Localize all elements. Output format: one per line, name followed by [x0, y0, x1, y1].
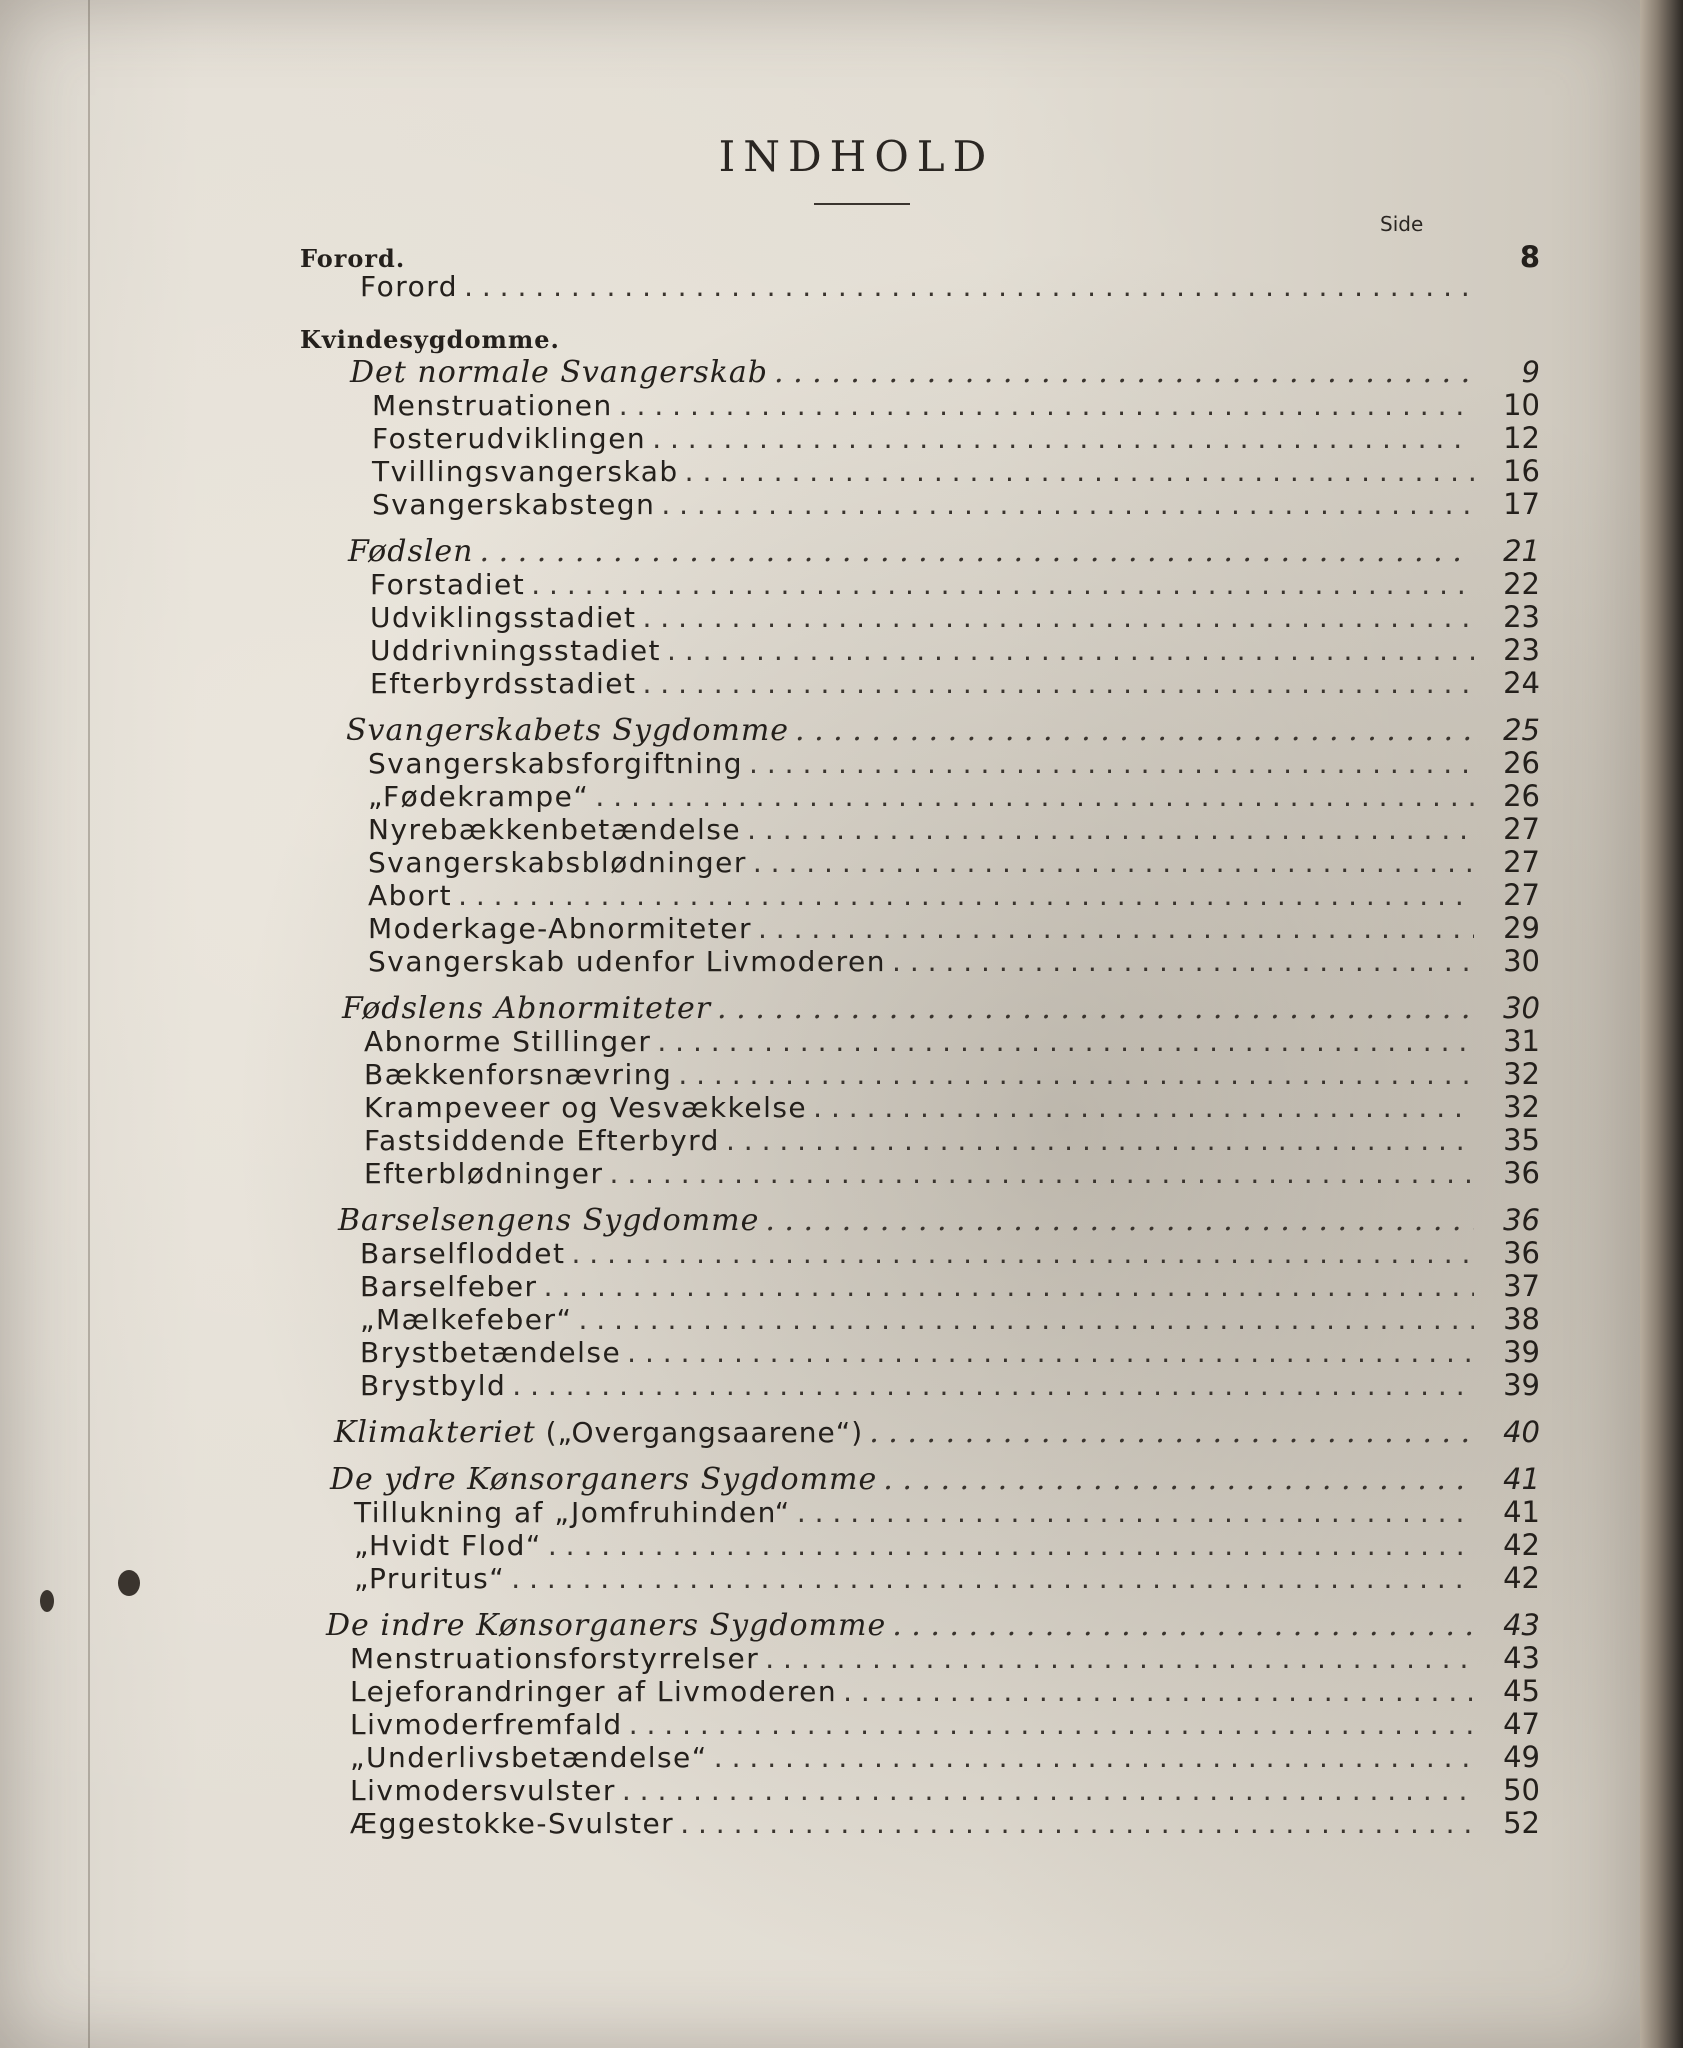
- dot-leader: [747, 813, 1474, 846]
- toc-entry-label: „Mælkefeber“: [360, 1303, 573, 1336]
- title-rule: [814, 203, 910, 205]
- toc-page-number: 41: [1503, 1462, 1540, 1496]
- toc-entry: [300, 1528, 1540, 1561]
- page-gutter: [88, 0, 90, 2048]
- toc-entry-label: Krampeveer og Vesvækkelse: [364, 1091, 808, 1124]
- dot-leader: [657, 1025, 1474, 1058]
- toc-page-number: 43: [1503, 1641, 1540, 1675]
- toc-entry-label: Æggestokke-Svulster: [350, 1807, 675, 1840]
- toc-page-number: 23: [1503, 600, 1540, 634]
- toc-page-number: 35: [1503, 1123, 1540, 1157]
- toc-entry: [300, 1302, 1540, 1335]
- dot-leader: [765, 1203, 1474, 1238]
- toc-chapter-title-main: Klimakteriet: [334, 1415, 536, 1450]
- toc-entry: [300, 270, 1540, 303]
- toc-entry: [300, 600, 1540, 633]
- toc-entry-label: Moderkage-Abnormiteter: [368, 912, 752, 945]
- toc-entry: [300, 1123, 1540, 1156]
- toc-chapter-title: Fødslens Abnormiteter: [342, 991, 712, 1026]
- toc-entry: [300, 812, 1540, 845]
- dot-leader: [753, 846, 1474, 879]
- toc-page-number: 23: [1503, 633, 1540, 667]
- dot-leader: [680, 1807, 1474, 1840]
- dot-leader: [661, 488, 1474, 521]
- dot-leader: [892, 945, 1474, 978]
- toc-chapter: [300, 355, 1540, 388]
- toc-page-number: 41: [1503, 1495, 1540, 1529]
- dot-leader: [627, 1336, 1474, 1369]
- toc-page-number: 36: [1503, 1236, 1540, 1270]
- dot-leader: [480, 534, 1474, 569]
- toc-entry-label: Nyrebækkenbetændelse: [368, 813, 742, 846]
- dot-leader: [714, 1741, 1474, 1774]
- toc-page-number: 50: [1503, 1773, 1540, 1807]
- toc-page-number: 39: [1503, 1335, 1540, 1369]
- dot-leader: [685, 455, 1474, 488]
- toc-page-number: 38: [1503, 1302, 1540, 1336]
- toc-chapter: [300, 713, 1540, 746]
- toc-entry-label: Svangerskabsblødninger: [368, 846, 747, 879]
- toc-chapter-title: Fødslen: [348, 534, 474, 569]
- toc-chapter-title-suffix: („Overgangsaarene“): [535, 1416, 864, 1449]
- toc-page-number: 49: [1503, 1740, 1540, 1774]
- dot-leader: [464, 270, 1474, 303]
- toc-entry-label: „Fødekrampe“: [368, 780, 590, 813]
- toc-entry: [300, 421, 1540, 454]
- toc-entry: [300, 487, 1540, 520]
- toc-page-number: 36: [1503, 1156, 1540, 1190]
- toc-page-number: 25: [1503, 713, 1540, 747]
- toc-entry: [300, 1090, 1540, 1123]
- toc-chapter-title: Barselsengens Sygdomme: [338, 1203, 760, 1238]
- toc-entry-label: Menstruationen: [372, 389, 613, 422]
- toc-page-number: 29: [1503, 911, 1540, 945]
- toc-entry-label: Bækkenforsnævring: [364, 1058, 673, 1091]
- dot-leader: [548, 1529, 1474, 1562]
- toc-entry-label: Udviklingsstadiet: [370, 601, 637, 634]
- toc-chapter: [300, 1608, 1540, 1641]
- toc-entry: [300, 746, 1540, 779]
- dot-leader: [595, 780, 1474, 813]
- toc-chapter: [300, 991, 1540, 1024]
- toc-page-number: 31: [1503, 1024, 1540, 1058]
- dot-leader: [512, 1369, 1474, 1402]
- toc-entry: [300, 911, 1540, 944]
- dot-leader: [749, 747, 1474, 780]
- toc-entry: [300, 633, 1540, 666]
- dot-leader: [795, 713, 1474, 748]
- toc-page-number: 12: [1503, 421, 1540, 455]
- toc-entry-label: Barselfeber: [360, 1270, 538, 1303]
- page-title: INDHOLD: [718, 132, 995, 181]
- toc-entry: [300, 1495, 1540, 1528]
- toc-entry: [300, 845, 1540, 878]
- toc-page-number: 30: [1503, 944, 1540, 978]
- toc-entry-label: „Pruritus“: [354, 1562, 506, 1595]
- dot-leader: [610, 1157, 1474, 1190]
- dot-leader: [619, 389, 1474, 422]
- toc-chapter: [300, 1203, 1540, 1236]
- table-of-contents: [300, 240, 1540, 1839]
- dot-leader: [774, 355, 1474, 390]
- toc-page-number: 27: [1503, 845, 1540, 879]
- toc-chapter: [300, 1415, 1540, 1448]
- toc-page-number: 9: [1521, 355, 1540, 389]
- toc-part-label: Kvindesygdomme.: [300, 325, 560, 354]
- toc-entry-label: Livmoderfremfald: [350, 1708, 623, 1741]
- dot-leader: [531, 568, 1474, 601]
- toc-entry: [300, 1335, 1540, 1368]
- toc-entry-label: Efterblødninger: [364, 1157, 604, 1190]
- toc-entry-label: Fosterudviklingen: [372, 422, 647, 455]
- toc-entry: [300, 1269, 1540, 1302]
- toc-page-number: 42: [1503, 1528, 1540, 1562]
- toc-page-number: 32: [1503, 1090, 1540, 1124]
- toc-entry-label: Uddrivningsstadiet: [370, 634, 662, 667]
- toc-page-number: 39: [1503, 1368, 1540, 1402]
- toc-entry-label: Brystbyld: [360, 1369, 507, 1402]
- toc-entry-label: Menstruationsforstyrrelser: [350, 1642, 760, 1675]
- dot-leader: [642, 667, 1474, 700]
- toc-page-number: 26: [1503, 746, 1540, 780]
- toc-entry-label: Brystbetændelse: [360, 1336, 622, 1369]
- page-edge: [1640, 0, 1683, 2048]
- toc-part-label: Forord.: [300, 244, 406, 273]
- toc-entry-label: Barselfloddet: [360, 1237, 566, 1270]
- toc-entry: [300, 1641, 1540, 1674]
- toc-page-number: 8: [1519, 240, 1540, 274]
- toc-part-kvindesygdomme: [300, 325, 1540, 355]
- dot-leader: [717, 991, 1474, 1026]
- dot-leader: [883, 1462, 1474, 1497]
- dot-leader: [765, 1642, 1474, 1675]
- dot-leader: [892, 1608, 1474, 1643]
- dot-leader: [667, 634, 1474, 667]
- toc-chapter: [300, 534, 1540, 567]
- toc-page-number: 27: [1503, 878, 1540, 912]
- toc-page-number: 30: [1503, 991, 1540, 1025]
- toc-entry: [300, 454, 1540, 487]
- dot-leader: [458, 879, 1474, 912]
- toc-chapter-title: Det normale Svangerskab: [350, 355, 769, 390]
- toc-page-number: 24: [1503, 666, 1540, 700]
- toc-entry-label: Abnorme Stillinger: [364, 1025, 652, 1058]
- toc-entry: [300, 1740, 1540, 1773]
- toc-chapter-title: [300, 1415, 863, 1450]
- dot-leader: [544, 1270, 1474, 1303]
- toc-entry-label: Svangerskabsforgiftning: [368, 747, 744, 780]
- dot-leader: [797, 1496, 1474, 1529]
- toc-entry-label: Abort: [368, 879, 453, 912]
- toc-page-number: 16: [1503, 454, 1540, 488]
- toc-page-number: 45: [1503, 1674, 1540, 1708]
- toc-page-number: 26: [1503, 779, 1540, 813]
- dot-leader: [758, 912, 1474, 945]
- toc-entry: [300, 1674, 1540, 1707]
- toc-page-number: 32: [1503, 1057, 1540, 1091]
- ink-blot: [118, 1570, 140, 1596]
- toc-entry: [300, 1156, 1540, 1189]
- dot-leader: [726, 1124, 1474, 1157]
- toc-chapter-title: Svangerskabets Sygdomme: [346, 713, 790, 748]
- toc-entry-label: Svangerskab udenfor Livmoderen: [368, 945, 887, 978]
- dot-leader: [869, 1415, 1474, 1450]
- toc-entry: [300, 567, 1540, 600]
- toc-entry-label: „Hvidt Flod“: [354, 1529, 542, 1562]
- side-column-label: Side: [1380, 212, 1424, 236]
- toc-page-number: 22: [1503, 567, 1540, 601]
- toc-page-number: 21: [1503, 534, 1540, 568]
- toc-entry-label: Efterbyrdsstadiet: [370, 667, 637, 700]
- dot-leader: [629, 1708, 1474, 1741]
- toc-page-number: 43: [1503, 1608, 1540, 1642]
- toc-chapter-title: De indre Kønsorganers Sygdomme: [326, 1608, 887, 1643]
- toc-chapter-title: De ydre Kønsorganers Sygdomme: [330, 1462, 878, 1497]
- dot-leader: [642, 601, 1474, 634]
- toc-entry-label: Fastsiddende Efterbyrd: [364, 1124, 720, 1157]
- toc-entry: [300, 878, 1540, 911]
- toc-entry: [300, 779, 1540, 812]
- toc-entry: [300, 1773, 1540, 1806]
- toc-entry: [300, 1806, 1540, 1839]
- dot-leader: [578, 1303, 1474, 1336]
- toc-page-number: 40: [1503, 1415, 1540, 1449]
- toc-entry-label: „Underlivsbetændelse“: [350, 1741, 708, 1774]
- toc-chapter: [300, 1462, 1540, 1495]
- toc-page-number: 27: [1503, 812, 1540, 846]
- toc-entry: [300, 666, 1540, 699]
- toc-entry: [300, 388, 1540, 421]
- toc-entry: [300, 944, 1540, 977]
- toc-entry: [300, 1236, 1540, 1269]
- toc-page-number: 17: [1503, 487, 1540, 521]
- toc-entry-label: Tillukning af „Jomfruhinden“: [354, 1496, 791, 1529]
- toc-entry-label: Tvillingsvangerskab: [372, 455, 679, 488]
- dot-leader: [572, 1237, 1475, 1270]
- toc-entry-label: Svangerskabstegn: [372, 488, 656, 521]
- toc-entry: [300, 1561, 1540, 1594]
- toc-part-forord: [300, 240, 1540, 274]
- dot-leader: [678, 1058, 1474, 1091]
- ink-blot: [40, 1590, 54, 1612]
- toc-page-number: 37: [1503, 1269, 1540, 1303]
- dot-leader: [622, 1774, 1474, 1807]
- toc-entry: [300, 1024, 1540, 1057]
- dot-leader: [652, 422, 1474, 455]
- toc-page-number: 47: [1503, 1707, 1540, 1741]
- toc-entry: [300, 1057, 1540, 1090]
- toc-entry-label: Forstadiet: [370, 568, 526, 601]
- toc-entry-label: Lejeforandringer af Livmoderen: [350, 1675, 838, 1708]
- toc-entry-label: Forord: [360, 270, 459, 303]
- toc-page-number: 36: [1503, 1203, 1540, 1237]
- dot-leader: [843, 1675, 1474, 1708]
- toc-entry: [300, 1707, 1540, 1740]
- dot-leader: [813, 1091, 1474, 1124]
- toc-page-number: 52: [1503, 1806, 1540, 1840]
- toc-entry: [300, 1368, 1540, 1401]
- dot-leader: [511, 1562, 1474, 1595]
- toc-page-number: 42: [1503, 1561, 1540, 1595]
- toc-page-number: 10: [1503, 388, 1540, 422]
- toc-entry-label: Livmodersvulster: [350, 1774, 616, 1807]
